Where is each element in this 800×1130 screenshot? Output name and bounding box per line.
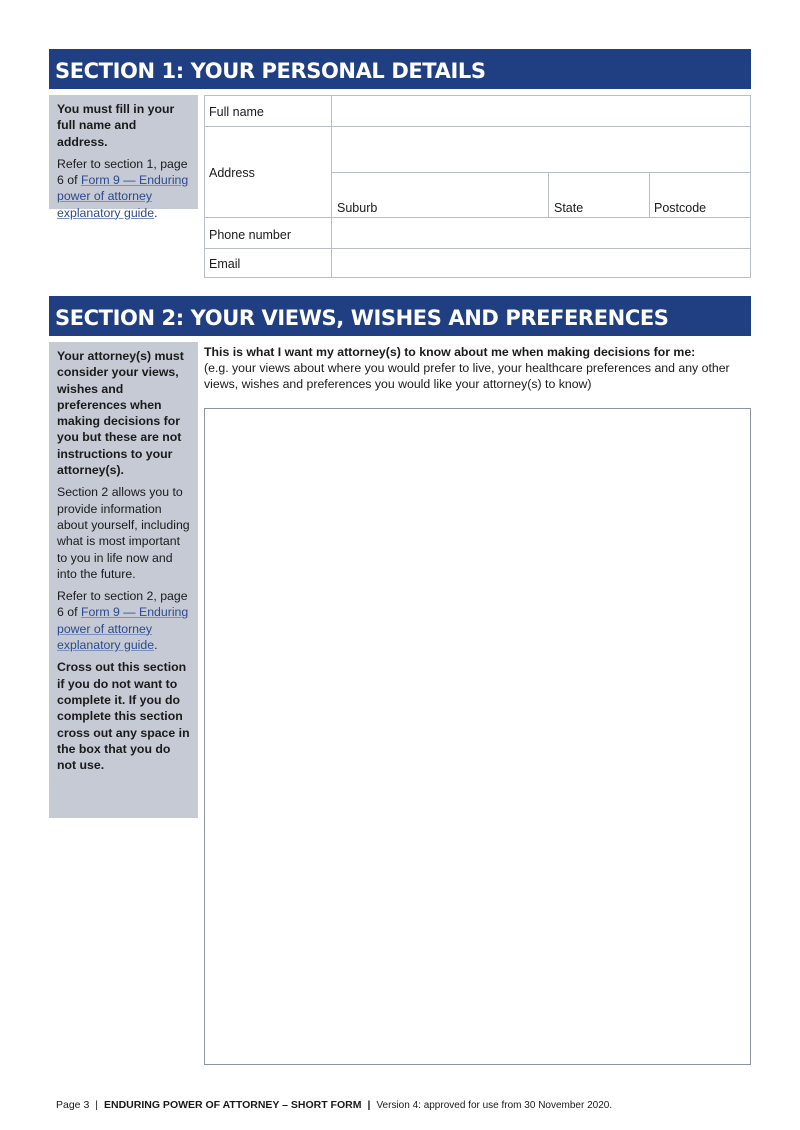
full-name-label: Full name [209, 105, 264, 119]
postcode-label: Postcode [654, 201, 707, 215]
full-name-field[interactable] [331, 95, 751, 127]
section-1-reference-end: . [154, 205, 158, 220]
section-2-reference-text: Refer to section 2, page 6 of [57, 589, 188, 620]
section-1-sidebar [49, 95, 198, 220]
page-number: Page 3 [56, 1099, 90, 1111]
section-2-description: Section 2 allows you to provide information about yourself, including what is most important to you in life now and into the future. [57, 485, 190, 581]
address-field[interactable] [331, 126, 751, 173]
views-intro [204, 344, 749, 392]
email-field[interactable] [331, 248, 751, 278]
form-title: ENDURING POWER OF ATTORNEY – SHORT FORM [104, 1099, 362, 1111]
explanatory-guide-link[interactable]: Form 9 — Enduring power of attorney explanatory guide [57, 173, 189, 220]
section-1-reference [57, 156, 190, 221]
footer-separator: | [95, 1099, 99, 1111]
section-2-instruction: Your attorney(s) must consider your views, wishes and preferences when making decisions for you but these are not instructions to your attorney(s). [57, 349, 184, 478]
cross-out-instruction: Cross out this section if you do not want to complete it. If you do complete this section cross out any space in the box that you do not use. [57, 660, 190, 773]
views-wishes-textbox[interactable] [204, 408, 751, 1065]
phone-label: Phone number [209, 228, 292, 242]
version-info: Version 4: approved for use from 30 November 2020. [376, 1100, 613, 1111]
address-label: Address [209, 166, 255, 180]
views-intro-example: (e.g. your views about where you would prefer to live, your healthcare preferences and any other views, wishes and preferences you would like your attorney(s) to know) [204, 361, 730, 391]
full-name-label-cell [204, 95, 332, 127]
phone-field[interactable] [331, 217, 751, 249]
email-label-cell [204, 248, 332, 278]
section-2-reference-end: . [154, 638, 158, 653]
section-2-heading: SECTION 2: YOUR VIEWS, WISHES AND PREFERENCES [49, 296, 751, 336]
phone-label-cell [204, 217, 332, 249]
section-2-sidebar [49, 342, 198, 818]
address-label-cell [204, 126, 332, 218]
page-footer [56, 1099, 612, 1111]
views-intro-heading: This is what I want my attorney(s) to know about me when making decisions for me: [204, 345, 696, 359]
section-1-reference-text: Refer to section 1, page 6 of [57, 156, 188, 188]
suburb-label: Suburb [337, 201, 378, 215]
postcode-field[interactable] [649, 172, 751, 218]
state-field[interactable] [548, 172, 650, 218]
footer-separator-2: | [367, 1099, 371, 1111]
section-2-reference [57, 588, 190, 653]
section-1-instruction: You must fill in your full name and address. [57, 102, 175, 149]
explanatory-guide-link-2[interactable]: Form 9 — Enduring power of attorney explanatory guide [57, 605, 189, 653]
email-label: Email [209, 257, 241, 271]
suburb-field[interactable] [331, 172, 549, 218]
section-1-heading: SECTION 1: YOUR PERSONAL DETAILS [49, 49, 751, 89]
state-label: State [554, 201, 584, 215]
